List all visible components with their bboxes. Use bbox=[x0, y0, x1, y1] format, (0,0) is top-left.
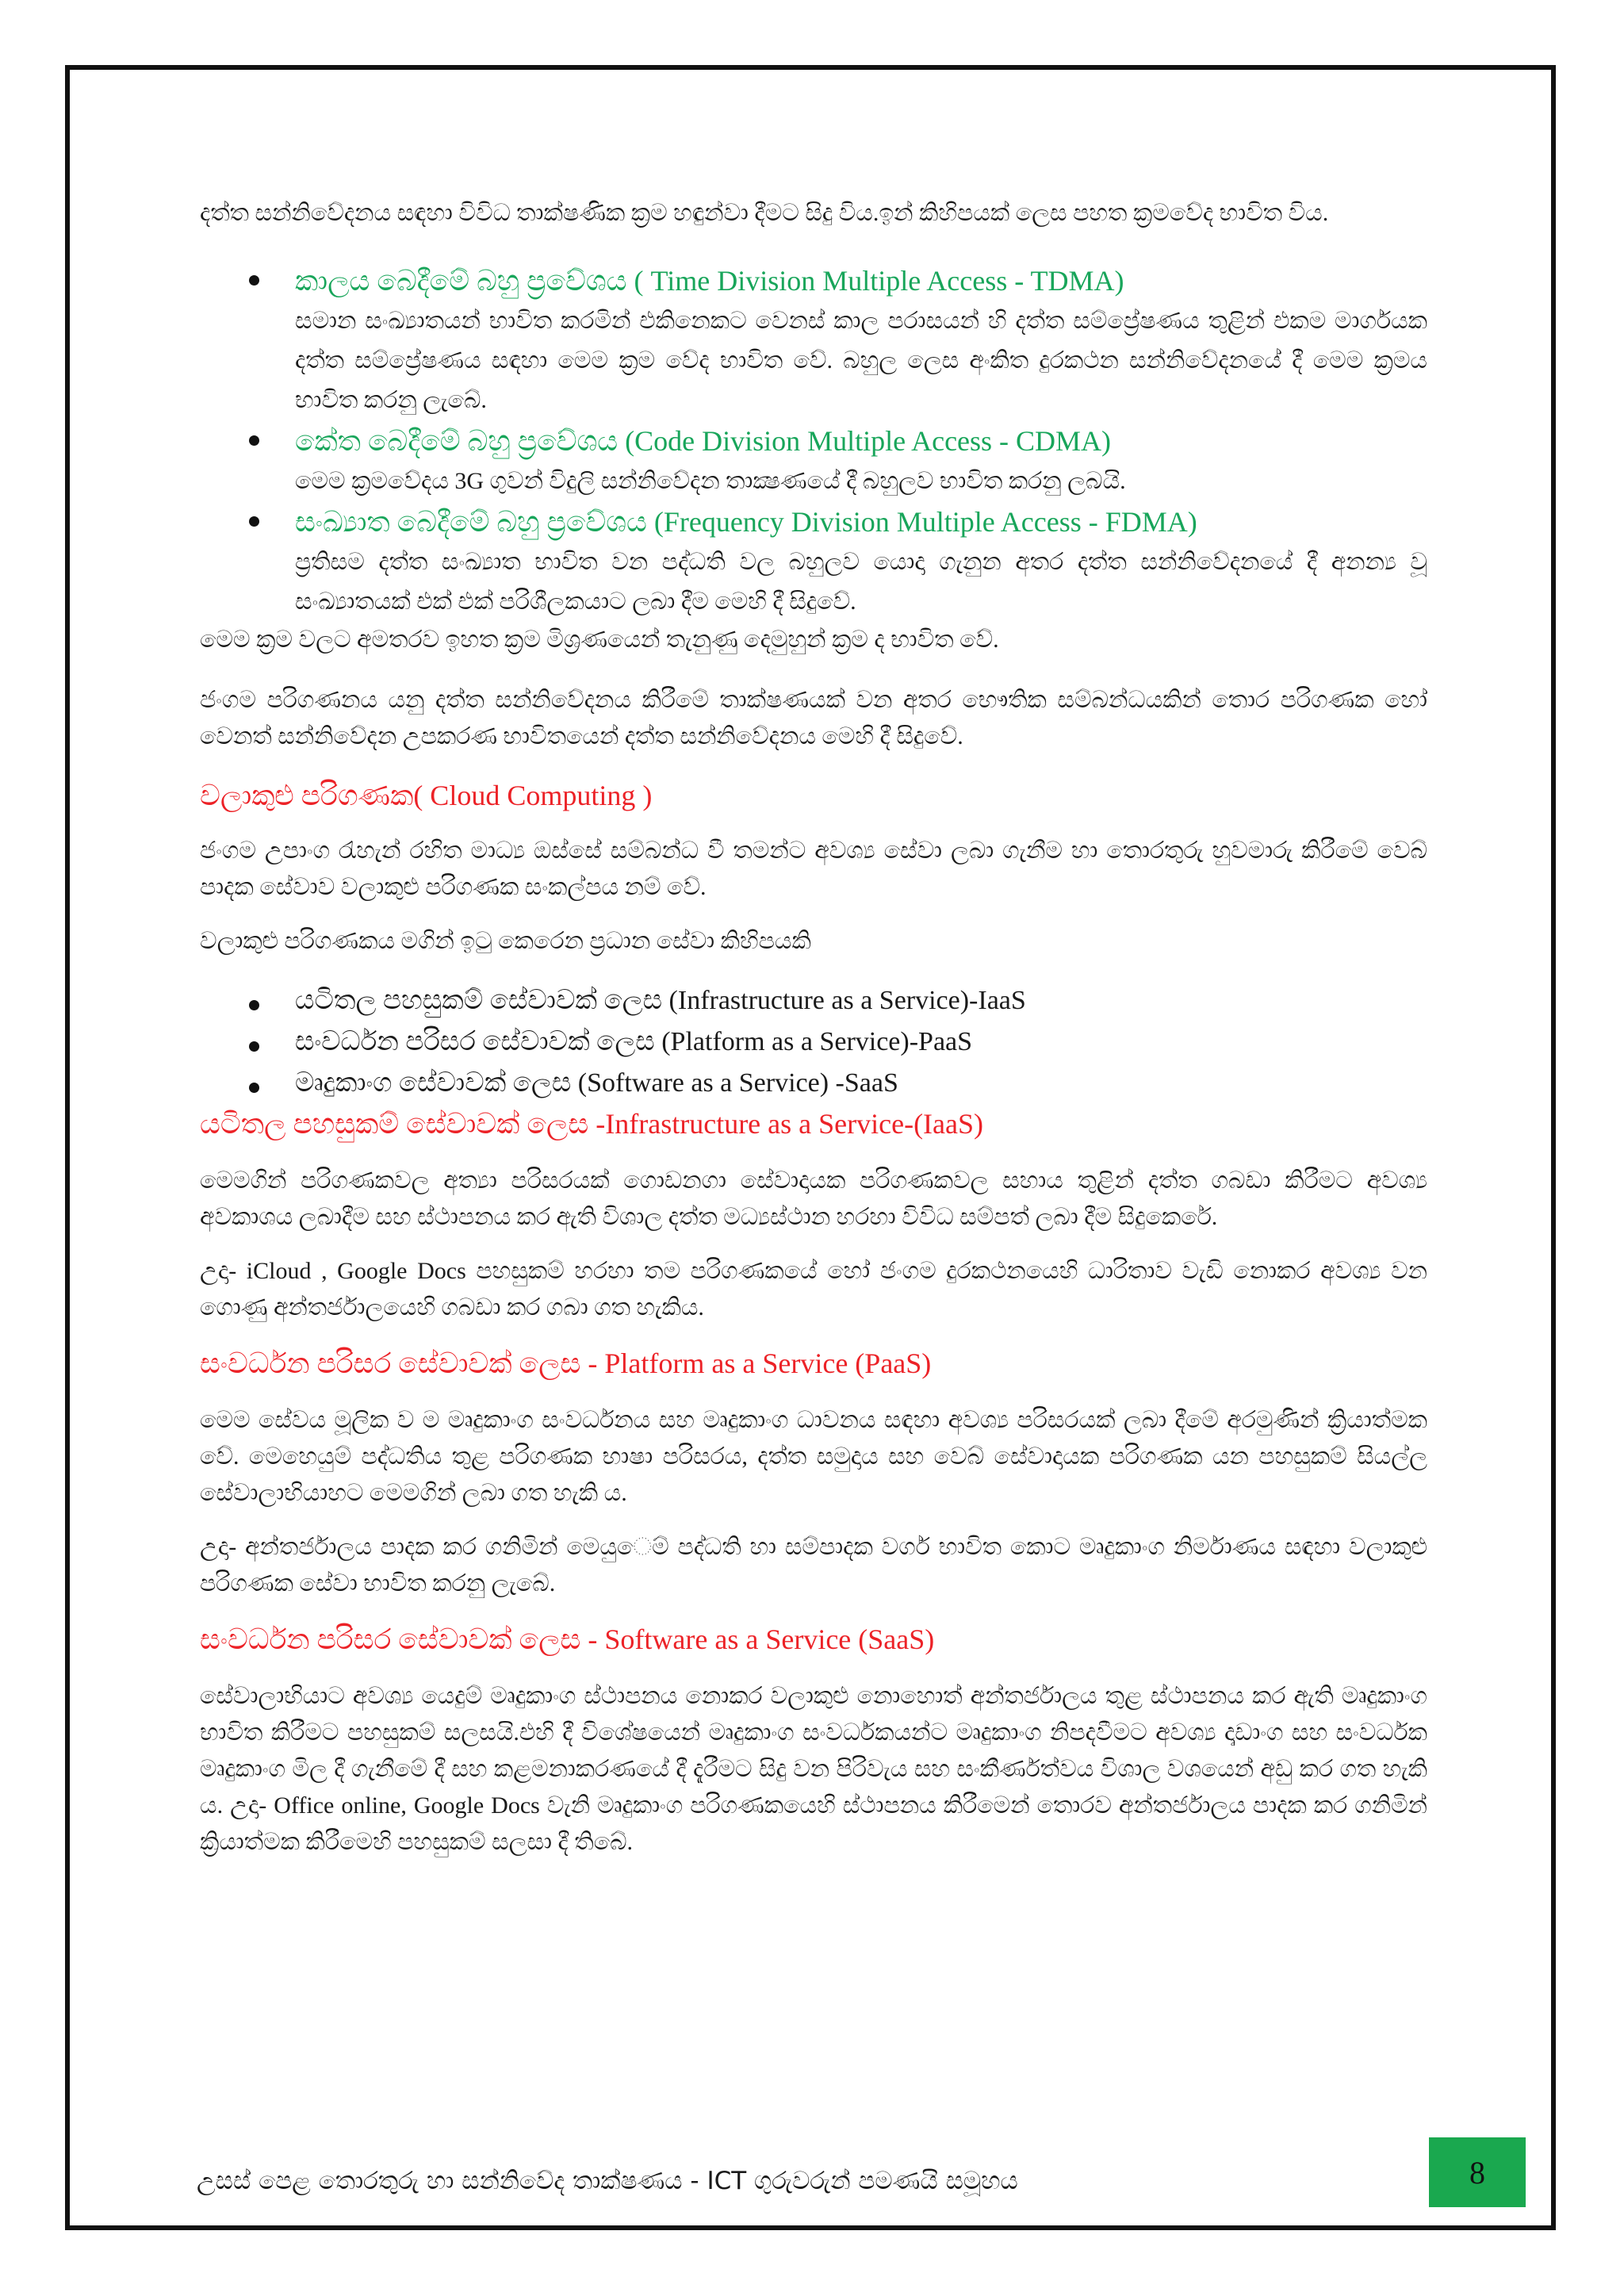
list-item-tdma bbox=[200, 260, 1427, 420]
services-intro: වලාකුළු පරිගණකය මගින් ඉටු කෙරෙන ප්‍රධාන සේවා කිහිපයකි bbox=[200, 928, 811, 954]
bullet-icon bbox=[249, 1000, 259, 1010]
iaas-example: උදා- iCloud , Google Docs පහසුකම් හරහා තම පරිගණකයේ හෝ ජංගම දුරකථනයෙහි ධාරිතාව වැඩි නොකර අවශ්‍ය වන ගොණු අන්තර්ජාලයෙහි ගබඩා කර ගබා ගත හැකිය. bbox=[200, 1258, 1427, 1320]
service-item-iaas bbox=[200, 980, 1427, 1022]
page-number: 8 bbox=[1469, 2154, 1485, 2191]
method-title: කාලය බෙදීමේ බහු ප්‍රවේශය ( Time Division Multiple Access - TDMA) bbox=[295, 265, 1124, 297]
saas-paragraph: සේවාලාභියාට අවශ්‍ය යෙදුම් මෘදුකාංග ස්ථාපනය නොකර වලාකුළු නොහොත් අන්තර්ජාලය තුළ ස්ථාපනය කර ඇති මෘදුකාංග භාවිත කිරීමට පහසුකම් සලසයි.එහි දී විශේෂයෙන් මෘදුකාංග සංවර්ධකයන්ට මෘදුකාංග නිපදවීමට අවශ්‍ය දෘඩාංග සහ සංවර්ධක මෘදුකාංග මිල දී ගැනීමේ දී සහ කළමනාකරණයේ දී දැරීමට සිදු වන පිරිවැය සහ සංකීර්ණත්වය විශාල වශයෙන් අඩු කර ගත හැකි ය. උදා- Office online, Google Docs වැනි මෘදුකාංග පරිගණකයෙහි ස්ථාපනය කිරීමෙන් තොරව අන්තර්ජාලය පාදක කර ගනිමින් ක්‍රියාත්මක කිරීමෙහි පහසුකම් සලසා දී තිබේ. bbox=[200, 1683, 1427, 1855]
bullet-icon bbox=[249, 1083, 259, 1093]
method-description: සමාන සංඛ්‍යාතයන් භාවිත කරමින් එකිනෙකට වෙනස් කාල පරාසයන් හි දත්ත සම්ප්‍රේෂණය තුළින් එකම මාර්ගයක දත්ත සම්ප්‍රේෂණය සඳහා මෙම ක්‍රම වේද භාවිත වේ. බහුල ලෙස අංකිත දුරකථන සන්නිවේදනයේ දී මෙම ක්‍රමය භාවිත කරනු ලැබේ. bbox=[295, 308, 1427, 413]
access-methods-list bbox=[200, 260, 1427, 622]
method-description: මෙම ක්‍රමවේදය 3G ගුවන් විදුලි සන්නිවේදන තාක්‍ෂණයේ දී බහුලව භාවිත කරනු ලබයි. bbox=[295, 468, 1126, 494]
method-title: කේත බෙදීමේ බහු ප්‍රවේශය (Code Division Multiple Access - CDMA) bbox=[295, 425, 1112, 457]
iaas-paragraph: මෙමගින් පරිගණකවල අත්‍යා පරිසරයක් ගොඩනගා සේවාදායක පරිගණකවල සහාය තුළින් දත්ත ගබඩා කිරීමට අවශ්‍ය අවකාශය ලබාදීම සහ ස්ථාපනය කර ඇති විශාල දත්ත මධ්‍යස්ථාන හරහා විවිධ සම්පත් ලබා දීම සිදුකෙරේ. bbox=[200, 1167, 1427, 1230]
service-item-paas bbox=[200, 1022, 1427, 1063]
method-description: ප්‍රතිසම දත්ත සංඛ්‍යාත භාවිත වන පද්ධති වල බහුලව යොදා ගැනුන අතර දත්ත සන්නිවේදනයේ දී අනන්‍ය වූ සංඛ්‍යාතයක් එක් එක් පරිශීලකයාට ලබා දීම මෙහි දී සිදුවේ. bbox=[295, 549, 1427, 615]
footer-text: උසස් පෙළ තොරතුරු හා සන්නිවේද තාක්ෂණය - ICT ගුරුවරුන් පමණයි සමූහය bbox=[197, 2167, 1018, 2195]
hybrid-note: මෙම ක්‍රම වලට අමතරව ඉහත ක්‍රම මිශ්‍රණයෙන් තැනුණු දෙමුහුන් ක්‍රම ද භාවිත වේ. bbox=[200, 627, 999, 653]
method-title: සංඛ්‍යාත බෙදීමේ බහු ප්‍රවේශය (Frequency Division Multiple Access - FDMA) bbox=[295, 506, 1197, 538]
service-item-saas bbox=[200, 1063, 1427, 1104]
services-list bbox=[200, 980, 1427, 1104]
bullet-icon bbox=[249, 1041, 259, 1052]
iaas-heading: යටිතල පහසුකම් සේවාවක් ලෙස -Infrastructure as a Service-(IaaS) bbox=[200, 1108, 984, 1140]
page-number-badge bbox=[1429, 2137, 1526, 2207]
page-content bbox=[200, 195, 1427, 1861]
paas-heading: සංවර්ධන පරිසර සේවාවක් ලෙස - Platform as a Service (PaaS) bbox=[200, 1347, 932, 1379]
saas-heading: සංවර්ධන පරිසර සේවාවක් ලෙස - Software as a Service (SaaS) bbox=[200, 1623, 935, 1655]
bullet-icon bbox=[249, 516, 259, 527]
service-label: සංවර්ධන පරිසර සේවාවක් ලෙස (Platform as a Service)-PaaS bbox=[295, 1027, 973, 1056]
intro-paragraph: දත්ත සන්නිවේදනය සඳහා විවිධ තාක්ෂණික ක්‍රම හඳුන්වා දීමට සිදු විය.ඉන් කිහිපයක් ලෙස පහත ක්‍රමවේද භාවිත විය. bbox=[200, 200, 1329, 226]
list-item-cdma bbox=[200, 420, 1427, 501]
bullet-icon bbox=[249, 435, 259, 446]
cloud-paragraph: ජංගම උපාංග රැහැන් රහිත මාධ්‍ය ඔස්සේ සම්බන්ධ වී තමන්ට අවශ්‍ය සේවා ලබා ගැනීම හා තොරතුරු හුවමාරු කිරීමේ වෙබ් පාදක සේවාව වලාකුළු පරිගණක සංකල්පය නම් වේ. bbox=[200, 838, 1427, 900]
mobile-computing-paragraph: ජංගම පරිගණනය යනු දත්ත සන්නිවේදනය කිරීමේ තාක්ෂණයක් වන අතර භෞතික සම්බන්ධයකින් තොර පරිගණක හෝ වෙනත් සන්නිවේදන උපකරණ භාවිතයෙන් දත්ත සන්නිවේදනය මෙහි දී සිදුවේ. bbox=[200, 687, 1427, 749]
bullet-icon bbox=[249, 275, 259, 286]
paas-example: උදා- අන්තර්ජාලය පාදක කර ගනිමින් මෙයුෙම් පද්ධති හා සම්පාදක වර්ග භාවිත කොට මෘදුකාංග නිර්මාණය සඳහා වලාකුළු පරිගණක සේවා භාවිත කරනු ලැබේ. bbox=[200, 1534, 1427, 1596]
paas-paragraph: මෙම සේවය මූලික ව ම මෘදුකාංග සංවර්ධනය සහ මෘදුකාංග ධාවනය සඳහා අවශ්‍ය පරිසරයක් ලබා දීමේ අරමුණින් ක්‍රියාත්මක වේ. මෙහෙයුම් පද්ධතිය තුළ පරිගණක භාෂා පරිසරය, දත්ත සමුදාය සහ වෙබ් සේවාදායක පරිගණක යන පහසුකම් සියල්ල සේවාලාභියාහට මෙමගින් ලබා ගත හැකි ය. bbox=[200, 1407, 1427, 1506]
service-label: මෘදුකාංග සේවාවක් ලෙස (Software as a Service) -SaaS bbox=[295, 1068, 898, 1098]
cloud-heading: වලාකුළු පරිගණක( Cloud Computing ) bbox=[200, 780, 653, 811]
service-label: යටිතල පහසුකම් සේවාවක් ලෙස (Infrastructure as a Service)-IaaS bbox=[295, 986, 1026, 1015]
list-item-fdma bbox=[200, 501, 1427, 622]
